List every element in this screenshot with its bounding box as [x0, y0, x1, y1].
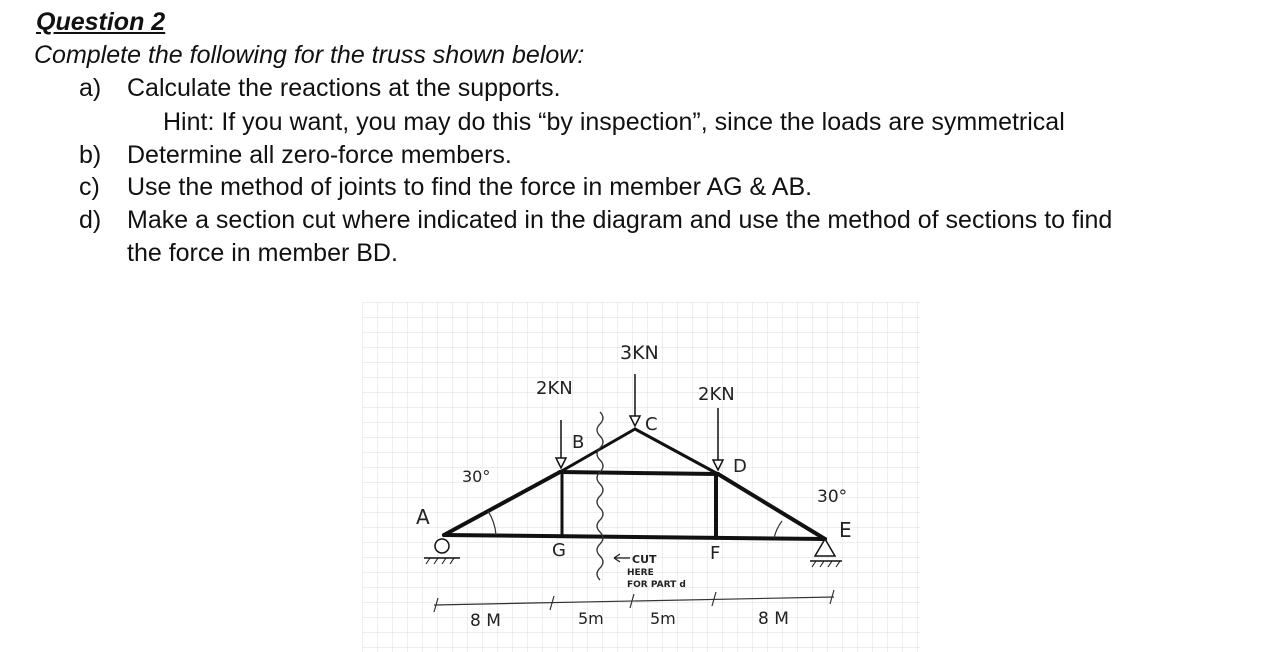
item-a-label: a) [79, 74, 102, 102]
joint-label-g: G [552, 540, 566, 561]
question-title: Question 2 [36, 8, 166, 36]
member-bd [560, 472, 718, 474]
angle-label-left: 30° [462, 467, 491, 486]
item-a [79, 72, 561, 104]
question-intro: Complete the following for the truss shown below: [34, 41, 585, 69]
angle-label-right: 30° [817, 487, 848, 507]
load-label-center: 3KN [620, 342, 659, 364]
joint-label-e: E [839, 518, 852, 542]
cut-note-line-3: FOR PART d [627, 580, 686, 590]
dimension-label-3: 5m [650, 609, 676, 628]
dimension-label-1: 8 M [470, 611, 501, 631]
item-d [79, 204, 1112, 236]
item-c [79, 171, 812, 203]
item-d-text: Make a section cut where indicated in the diagram and use the method of sections to find [127, 206, 1113, 234]
item-b-text: Determine all zero-force members. [127, 141, 512, 169]
roller-support-a [435, 539, 449, 553]
item-d-continued: the force in member BD. [127, 239, 398, 267]
item-c-label: c) [79, 173, 100, 201]
item-b [79, 139, 512, 171]
item-c-text: Use the method of joints to find the force in member AG & AB. [127, 173, 813, 201]
dimension-label-4: 8 M [758, 609, 789, 629]
joint-label-f: F [710, 543, 721, 564]
joint-label-a: A [416, 505, 430, 529]
item-b-label: b) [79, 141, 102, 169]
joint-label-c: C [645, 414, 658, 435]
joint-label-b: B [572, 432, 585, 453]
cut-note-line-1: CUT [632, 553, 657, 566]
truss-diagram [362, 302, 920, 652]
cut-note-line-2: HERE [627, 568, 654, 578]
joint-label-d: D [733, 456, 747, 477]
load-label-right: 2KN [698, 384, 735, 405]
hint-text: Hint: If you want, you may do this “by inspection”, since the loads are symmetrical [163, 108, 1065, 136]
load-label-left: 2KN [536, 378, 573, 399]
item-d-label: d) [79, 206, 102, 234]
item-a-text: Calculate the reactions at the supports. [127, 74, 561, 102]
dimension-label-2: 5m [578, 609, 604, 628]
